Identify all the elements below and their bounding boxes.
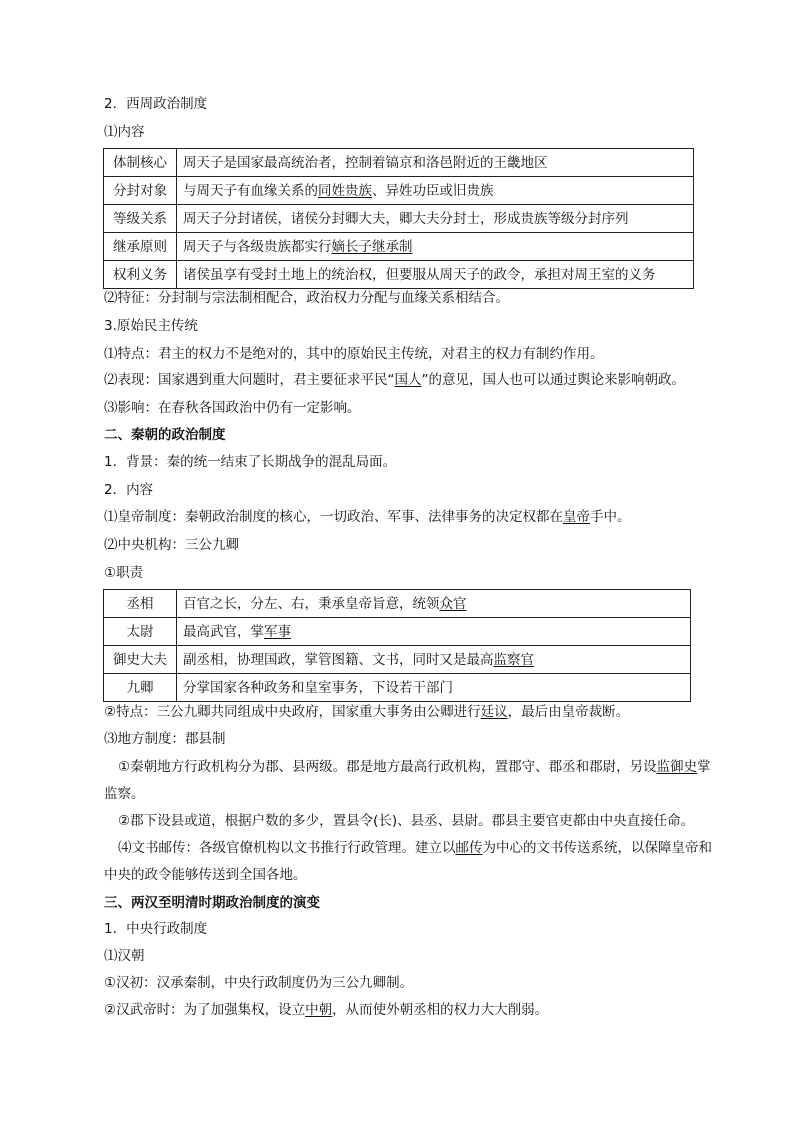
text-run: 与周天子有血缘关系的 [183, 182, 318, 199]
zhou-system-table [103, 148, 694, 289]
underlined-term: 监察官 [493, 651, 534, 668]
row-key: 丞相 [104, 590, 177, 618]
text-run: 掌 [697, 759, 711, 775]
row-value [177, 177, 694, 205]
row-key: 权利义务 [104, 261, 177, 289]
row-value [177, 618, 691, 646]
text-run: ⑴皇帝制度：秦朝政治制度的核心，一切政治、军事、法律事务的决定权都在 [104, 509, 563, 525]
text-run: 手中。 [590, 509, 631, 525]
underlined-term: 邮传 [455, 840, 483, 856]
text-run: 百官之长，分左、右，秉承皇帝旨意，统领 [183, 595, 440, 612]
underlined-term: 中朝 [305, 1002, 333, 1018]
text-run: ，从而使外朝丞相的权力大大削弱。 [332, 1002, 549, 1018]
qin-post-b: 中央的政令能够传送到全国各地。 [104, 867, 307, 883]
table-row [104, 674, 691, 702]
underlined-term: 同姓贵族 [318, 182, 372, 199]
table-row [104, 149, 694, 177]
han-wudi [104, 1001, 548, 1019]
han-early: ①汉初：汉承秦制，中央行政制度仍为三公九卿制。 [104, 975, 414, 991]
row-value [177, 205, 694, 233]
underlined-term: 军事 [264, 623, 291, 640]
table-row [104, 646, 691, 674]
qin-background: 1．背景：秦的统一结束了长期战争的混乱局面。 [104, 454, 397, 470]
row-value [177, 233, 694, 261]
text-run: ，最后由皇帝裁断。 [507, 704, 630, 720]
underlined-term: 廷议 [480, 704, 508, 720]
text-run: 诸侯虽享有受封土地上的统治权，但要服从周天子的政令，承担对周王室的义务 [183, 266, 656, 283]
table-row [104, 233, 694, 261]
text-run: 为中心的文书传送系统，以保障皇帝和 [482, 840, 712, 856]
row-value [177, 590, 691, 618]
heading-primitive-democracy: 3.原始民主传统 [104, 318, 198, 334]
row-key: 继承原则 [104, 233, 177, 261]
qin-emperor [104, 508, 631, 526]
qin-local-1a [118, 758, 711, 776]
qin-local: ⑶地方制度：郡县制 [104, 731, 226, 747]
table-row [104, 590, 691, 618]
table-row [104, 618, 691, 646]
han-label: ⑴汉朝 [104, 948, 145, 964]
text-run: 周天子是国家最高统治者，控制着镐京和洛邑附近的王畿地区 [183, 154, 548, 171]
central-admin: 1．中央行政制度 [104, 921, 208, 937]
qin-local-1b: 监察。 [104, 786, 145, 802]
democracy-feature: ⑴特点：君主的权力不是绝对的，其中的原始民主传统，对君主的权力有制约作用。 [104, 346, 604, 362]
three-lords-table [103, 589, 691, 702]
table-row [104, 205, 694, 233]
text-run: ”的意见，国人也可以通过舆论来影响朝政。 [421, 372, 685, 388]
row-key: 等级关系 [104, 205, 177, 233]
text-run: ①秦朝地方行政机构分为郡、县两级。郡是地方最高行政机构，置郡守、郡丞和郡尉，另设 [118, 759, 657, 775]
row-value [177, 149, 694, 177]
row-value [177, 646, 691, 674]
zhou-table-body [104, 149, 694, 289]
text-run: 最高武官，掌 [183, 623, 264, 640]
heading-qin: 二、秦朝的政治制度 [104, 427, 226, 443]
text-run: 周天子分封诸侯，诸侯分封卿大夫，卿大夫分封士，形成贵族等级分封序列 [183, 210, 629, 227]
qin-table-body [104, 590, 691, 702]
underlined-term: 监御史 [656, 759, 698, 775]
text-run: 、异姓功臣或旧贵族 [372, 182, 494, 199]
table-row [104, 177, 694, 205]
text-run: ②特点：三公九卿共同组成中央政府，国家重大事务由公卿进行 [104, 704, 481, 720]
heading-western-zhou: 2．西周政治制度 [104, 96, 208, 112]
underlined-term: 嫡长子继承制 [331, 238, 413, 255]
row-key: 分封对象 [104, 177, 177, 205]
duties-label: ①职责 [104, 565, 144, 581]
text-run: 副丞相，协理国政，掌管图籍、文书，同时又是最高 [183, 651, 494, 668]
text-run: ②汉武帝时：为了加强集权，设立 [104, 1002, 306, 1018]
row-value [177, 674, 691, 702]
row-key: 太尉 [104, 618, 177, 646]
qin-local-2: ②郡下设县或道，根据户数的多少，置县令(长)、县丞、县尉。郡县主要官吏都由中央直接任命。 [118, 813, 695, 829]
qin-content: 2．内容 [104, 482, 154, 498]
text-run: ⑷文书邮传：各级官僚机构以文书推行行政管理。建立以 [118, 840, 456, 856]
democracy-influence: ⑶影响：在春秋各国政治中仍有一定影响。 [104, 400, 361, 416]
row-key: 九卿 [104, 674, 177, 702]
underlined-term: 众官 [439, 595, 467, 612]
row-key: 体制核心 [104, 149, 177, 177]
heading-han-qing: 三、两汉至明清时期政治制度的演变 [104, 895, 320, 911]
qin-feature [104, 703, 629, 721]
underlined-term: 皇帝 [563, 509, 590, 525]
democracy-expression [104, 371, 685, 389]
row-value [177, 261, 694, 289]
qin-post-a [118, 839, 712, 857]
table-row [104, 261, 694, 289]
underlined-term: 国人 [394, 372, 422, 388]
row-key: 御史大夫 [104, 646, 177, 674]
text-run: 分掌国家各种政务和皇室事务，下设若干部门 [183, 679, 453, 696]
qin-central: ⑵中央机构：三公九卿 [104, 537, 239, 553]
content-label: ⑴内容 [104, 124, 145, 140]
zhou-feature: ⑵特征：分封制与宗法制相配合，政治权力分配与血缘关系相结合。 [104, 290, 509, 306]
text-run: ⑵表现：国家遇到重大问题时，君主要征求平民“ [104, 372, 395, 388]
text-run: 周天子与各级贵族都实行 [183, 238, 332, 255]
